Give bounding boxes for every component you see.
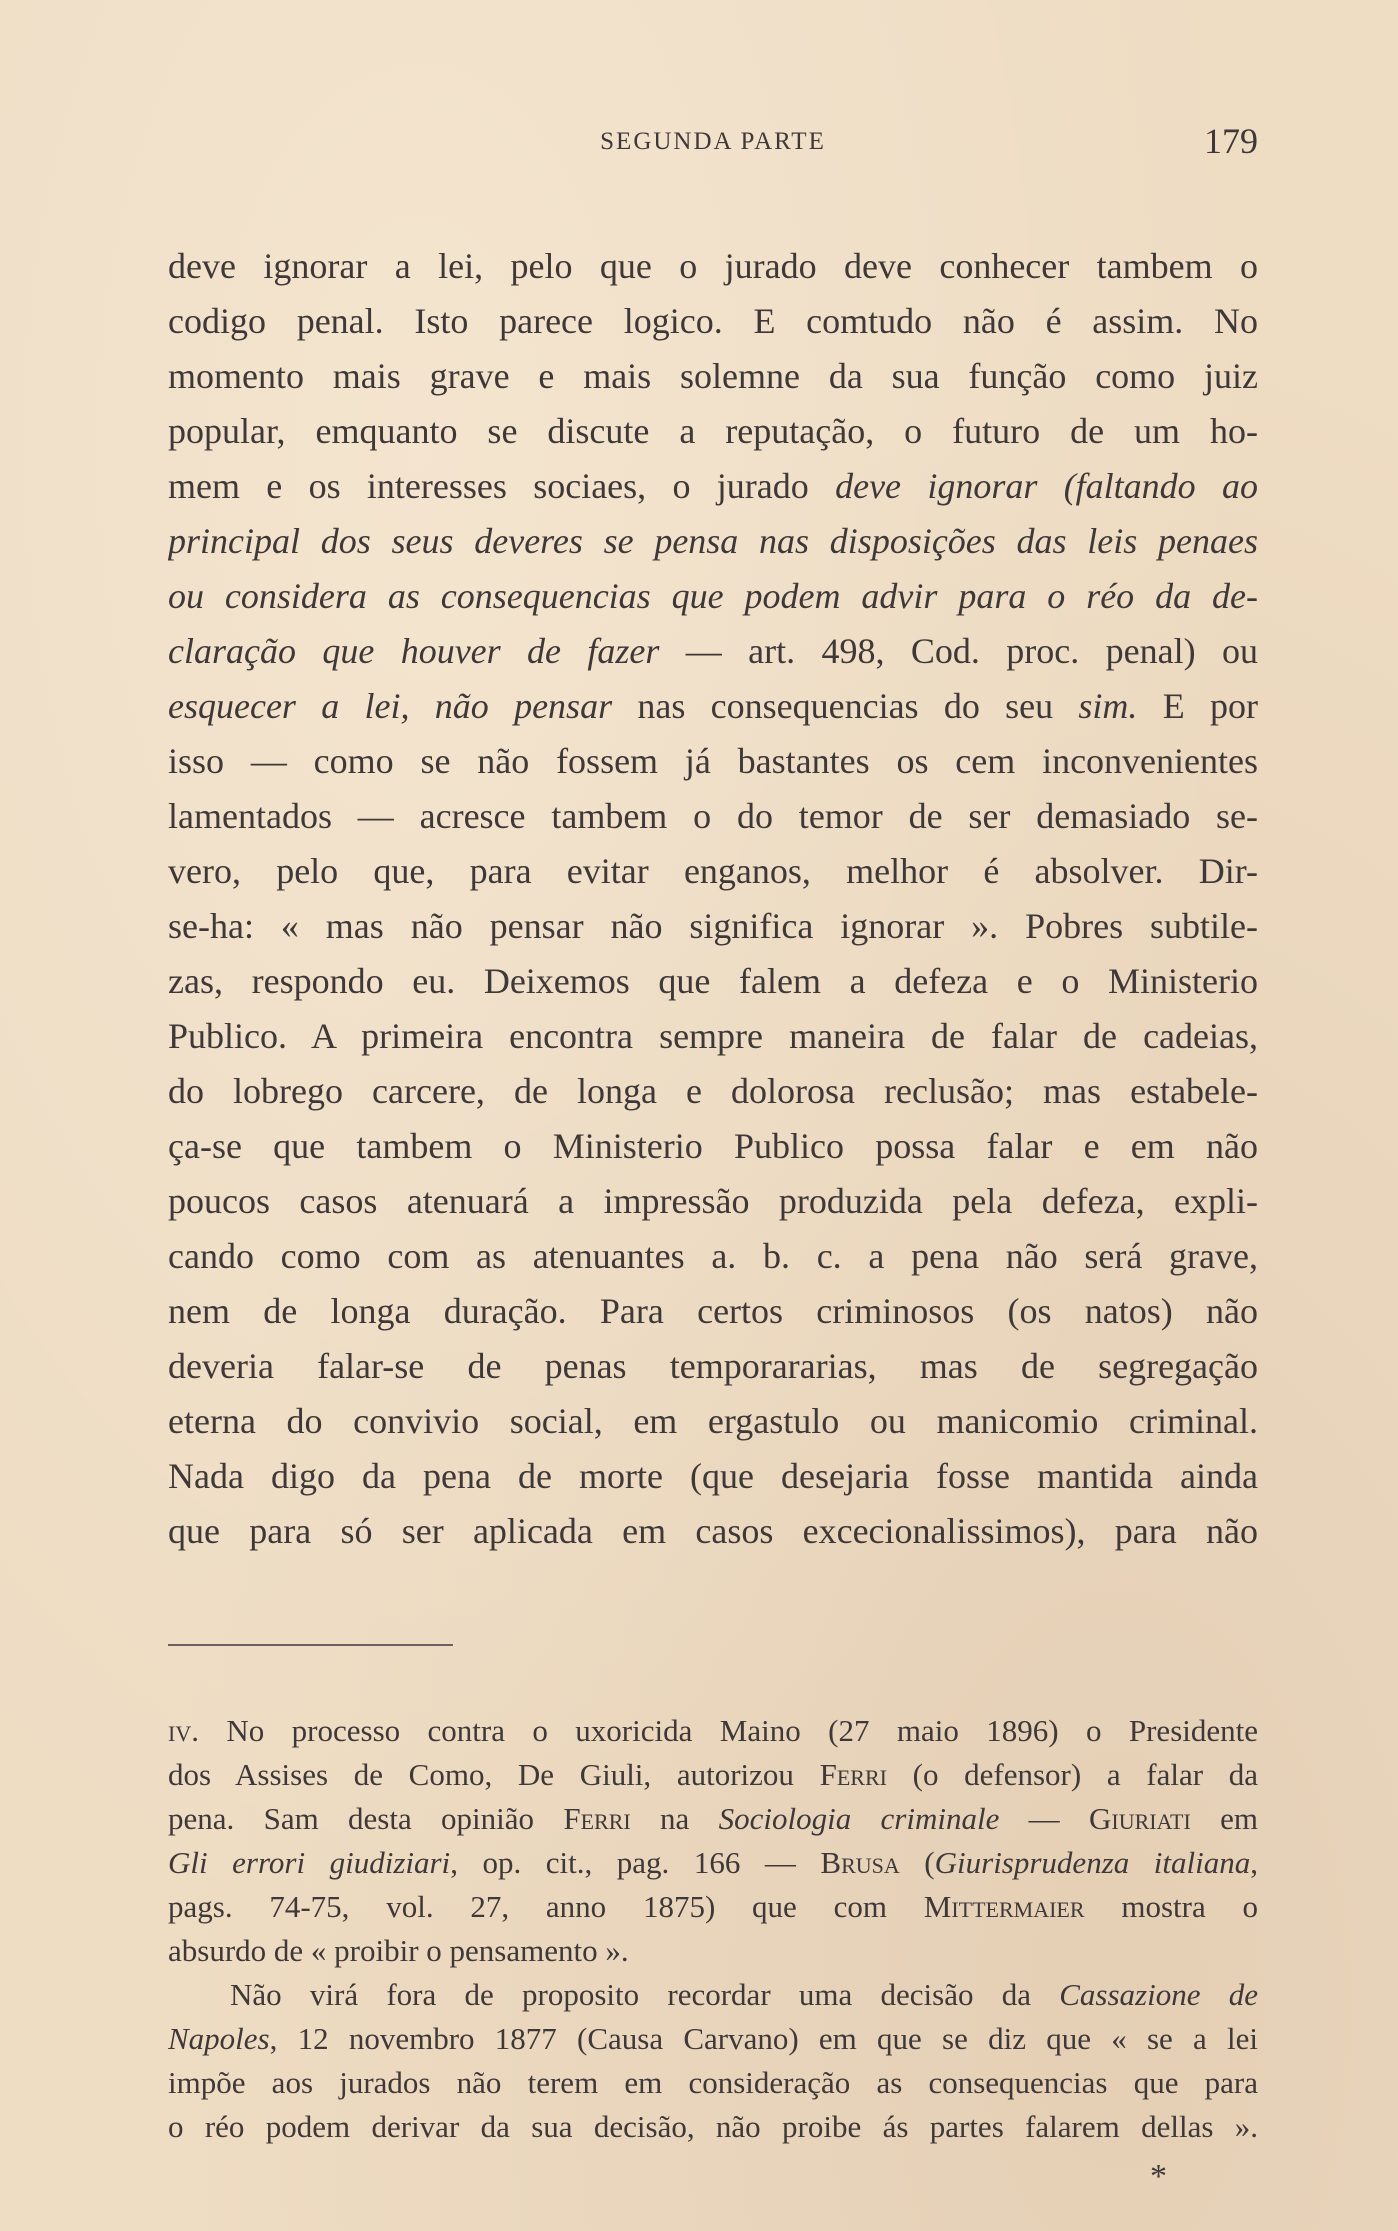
small-caps-name: Giuriati xyxy=(1088,1801,1191,1836)
italic-text: claração que houver de fazer xyxy=(168,631,660,671)
text-line xyxy=(168,239,1258,294)
small-caps-name: iv. xyxy=(168,1713,199,1748)
text-span: nas consequencias do seu xyxy=(612,686,1079,726)
footnote-separator xyxy=(168,1644,453,1646)
text-line xyxy=(168,624,1258,679)
text-span: pena. Sam desta opinião xyxy=(168,1801,564,1836)
italic-text: ou considera as consequencias que podem advir para o réo da de- xyxy=(168,576,1258,616)
small-caps-name: Ferri xyxy=(819,1757,887,1792)
text-line xyxy=(168,899,1258,954)
text-line xyxy=(168,1009,1258,1064)
text-span: que para só ser aplicada em casos excecionalissimos), para não xyxy=(168,1511,1258,1551)
signature-mark: * xyxy=(1150,2158,1167,2195)
footnote-line xyxy=(168,1973,1258,2017)
text-line xyxy=(168,1064,1258,1119)
text-line xyxy=(168,679,1258,734)
text-line xyxy=(168,844,1258,899)
footnote-line xyxy=(168,1929,1258,1973)
text-span: Publico. A primeira encontra sempre maneira de falar de cadeias, xyxy=(168,1016,1258,1056)
text-span: ça-se que tambem o Ministerio Publico possa falar e em não xyxy=(168,1126,1258,1166)
italic-text: Sociologia criminale xyxy=(718,1801,1000,1836)
text-span: nem de longa duração. Para certos criminosos (os natos) não xyxy=(168,1291,1258,1331)
text-span: o réo podem derivar da sua decisão, não proibe ás partes falarem dellas ». xyxy=(168,2109,1258,2144)
text-span: popular, emquanto se discute a reputação, o futuro de um ho- xyxy=(168,411,1258,451)
footnotes xyxy=(168,1709,1258,2149)
text-span: mem e os interesses sociaes, o jurado xyxy=(168,466,836,506)
text-span: cando como com as atenuantes a. b. c. a pena não será grave, xyxy=(168,1236,1258,1276)
text-line xyxy=(168,734,1258,789)
text-span: No processo contra o uxoricida Maino (27 maio 1896) o Presidente xyxy=(198,1713,1258,1748)
footnote-line xyxy=(168,2061,1258,2105)
italic-text: Napoles xyxy=(168,2021,270,2056)
text-span: se-ha: « mas não pensar não significa ignorar ». Pobres subtile- xyxy=(168,906,1258,946)
text-span: dos Assises de Como, De Giuli, autorizou xyxy=(168,1757,820,1792)
text-line xyxy=(168,514,1258,569)
page-number: 179 xyxy=(1204,121,1258,161)
text-span: poucos casos atenuará a impressão produzida pela defeza, expli- xyxy=(168,1181,1258,1221)
footnote-line xyxy=(168,2105,1258,2149)
text-line xyxy=(168,349,1258,404)
text-span: , 12 novembro 1877 (Causa Carvano) em que se diz que « se a lei xyxy=(269,2021,1258,2056)
text-line xyxy=(168,1449,1258,1504)
text-span: na xyxy=(630,1801,719,1836)
text-line xyxy=(168,1119,1258,1174)
small-caps-name: Ferri xyxy=(563,1801,631,1836)
text-line xyxy=(168,1504,1258,1559)
text-span: deveria falar-se de penas temporararias, mas de segregação xyxy=(168,1346,1258,1386)
text-line xyxy=(168,1174,1258,1229)
footnote-line xyxy=(168,1753,1258,1797)
text-span: momento mais grave e mais solemne da sua função como juiz xyxy=(168,356,1258,396)
text-span: , xyxy=(1250,1845,1258,1880)
text-line xyxy=(168,404,1258,459)
text-line xyxy=(168,569,1258,624)
text-line xyxy=(168,954,1258,1009)
italic-text: Gli errori giudiziari xyxy=(168,1845,451,1880)
text-span: em xyxy=(1190,1801,1258,1836)
footnote-line xyxy=(168,1709,1258,1753)
text-span: , op. cit., pag. 166 — xyxy=(450,1845,821,1880)
text-line xyxy=(168,1394,1258,1449)
text-span: E por xyxy=(1137,686,1258,726)
text-line xyxy=(168,1284,1258,1339)
footnote-line xyxy=(168,1841,1258,1885)
text-span: vero, pelo que, para evitar enganos, melhor é absolver. Dir- xyxy=(168,851,1258,891)
italic-text: principal dos seus deveres se pensa nas disposições das leis penaes xyxy=(168,521,1258,561)
italic-text: sim. xyxy=(1078,686,1138,726)
running-title: SEGUNDA PARTE xyxy=(600,128,826,155)
text-span: zas, respondo eu. Deixemos que falem a defeza e o Ministerio xyxy=(168,961,1258,1001)
italic-text: Cassazione de xyxy=(1059,1977,1258,2012)
text-span: mostra o xyxy=(1084,1889,1258,1924)
text-line xyxy=(168,1339,1258,1394)
text-span: impõe aos jurados não terem em consideração as consequencias que para xyxy=(168,2065,1258,2100)
text-span: Nada digo da pena de morte (que desejaria fosse mantida ainda xyxy=(168,1456,1258,1496)
text-span: — xyxy=(999,1801,1089,1836)
text-span: (o defensor) a falar da xyxy=(886,1757,1258,1792)
text-span: Não virá fora de proposito recordar uma decisão da xyxy=(230,1977,1060,2012)
text-span: codigo penal. Isto parece logico. E comtudo não é assim. No xyxy=(168,301,1258,341)
text-span: do lobrego carcere, de longa e dolorosa reclusão; mas estabele- xyxy=(168,1071,1258,1111)
text-span: lamentados — acresce tambem o do temor de ser demasiado se- xyxy=(168,796,1258,836)
body-text xyxy=(168,239,1258,1559)
italic-text: Giurisprudenza italiana xyxy=(934,1845,1251,1880)
small-caps-name: Mittermaier xyxy=(923,1889,1085,1924)
footnote-line xyxy=(168,1885,1258,1929)
text-span: deve ignorar a lei, pelo que o jurado deve conhecer tambem o xyxy=(168,246,1258,286)
footnote-line xyxy=(168,1797,1258,1841)
text-line xyxy=(168,294,1258,349)
small-caps-name: Brusa xyxy=(820,1845,900,1880)
italic-text: esquecer a lei, não pensar xyxy=(168,686,613,726)
text-span: eterna do convivio social, em ergastulo ou manicomio criminal. xyxy=(168,1401,1258,1441)
text-span: absurdo de « proibir o pensamento ». xyxy=(168,1933,629,1968)
text-span: isso — como se não fossem já bastantes os cem inconvenientes xyxy=(168,741,1258,781)
text-span: ( xyxy=(899,1845,935,1880)
italic-text: deve ignorar (faltando ao xyxy=(835,466,1258,506)
text-line xyxy=(168,789,1258,844)
text-span: pags. 74-75, vol. 27, anno 1875) que com xyxy=(168,1889,924,1924)
text-line xyxy=(168,459,1258,514)
text-span: — art. 498, Cod. proc. penal) ou xyxy=(659,631,1258,671)
text-line xyxy=(168,1229,1258,1284)
running-head xyxy=(168,120,1258,164)
footnote-line xyxy=(168,2017,1258,2061)
